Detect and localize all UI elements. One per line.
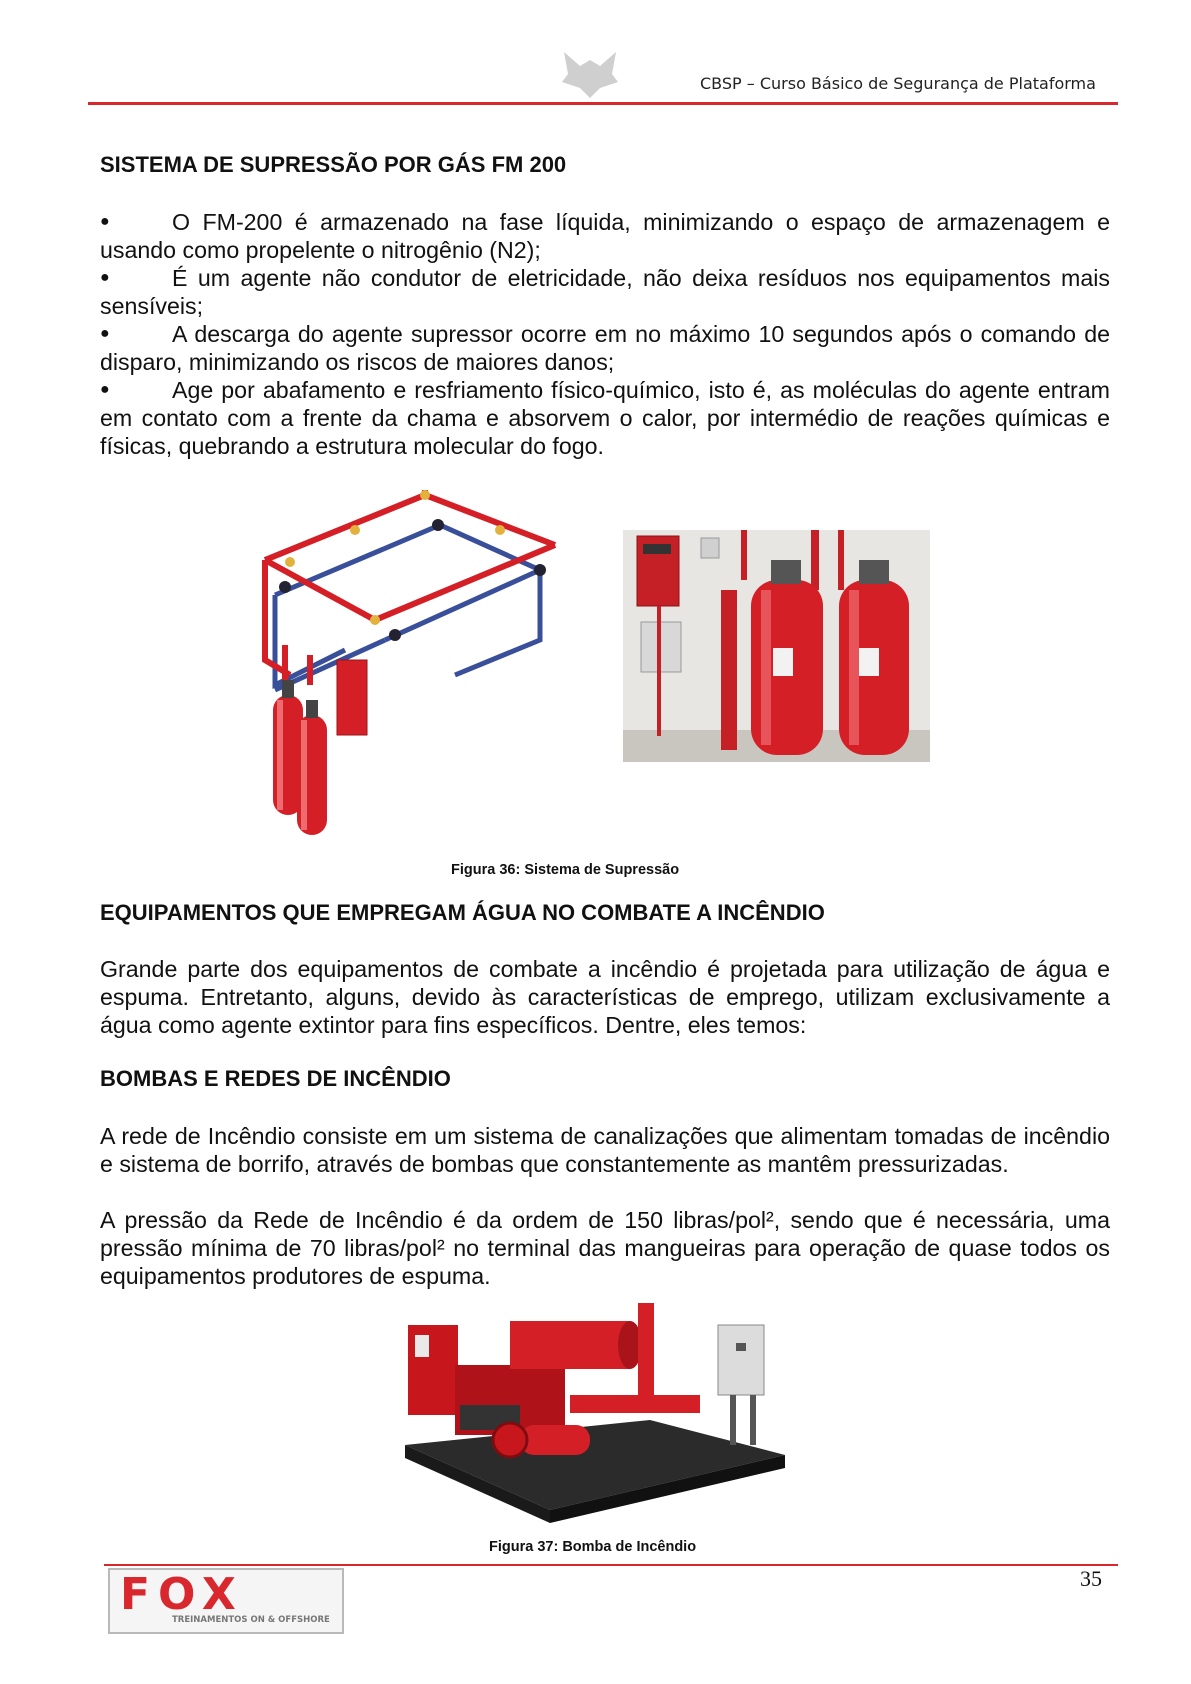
bullet-item: ● A descarga do agente supressor ocorre em no máximo 10 segundos após o comando de disparo, minimizando os riscos de maiores danos; (100, 321, 1110, 375)
paragraph-water-equipment: Grande parte dos equipamentos de combate a incêndio é projetada para utilização de água e espuma. Entretanto, alguns, devido às características de emprego, utilizam exclusivamente a água como agente extintor para fins específicos. Dentre, eles temos: (100, 956, 1110, 1038)
section-heading-pumps: BOMBAS E REDES DE INCÊNDIO (100, 1066, 451, 1091)
fox-head-icon (560, 48, 620, 100)
figure-36-caption: Figura 36: Sistema de Supressão (451, 862, 680, 878)
header-logo (560, 48, 620, 100)
bullet-dot-icon: ● (100, 213, 110, 230)
bullet-item: ● Age por abafamento e resfriamento físico-químico, isto é, as moléculas do agente entram em contato com a frente da chama e absorvem o calor, por intermédio de reações químicas e físicas, quebrando a estrutura molecular do fogo. (100, 377, 1110, 459)
footer-logo-text: FOX (120, 1569, 244, 1620)
header-title: CBSP – Curso Básico de Segurança de Plataforma (700, 74, 1096, 93)
bullet-item: ● O FM-200 é armazenado na fase líquida, minimizando o espaço de armazenagem e usando como propelente o nitrogênio (N2); (100, 209, 1110, 263)
footer-divider (104, 1564, 1118, 1566)
bullet-dot-icon: ● (100, 269, 110, 286)
figure-37-caption: Figura 37: Bomba de Incêndio (489, 1539, 697, 1555)
paragraph-fire-network-2: A pressão da Rede de Incêndio é da ordem de 150 libras/pol², sendo que é necessária, uma pressão mínima de 70 libras/pol² no terminal das mangueiras para operação de quase todos os equipamentos produtores de espuma. (100, 1207, 1110, 1289)
bullet-dot-icon: ● (100, 325, 110, 342)
figure-37-fire-pump (400, 1295, 790, 1525)
bullet-list (100, 208, 1110, 460)
bullet-dot-icon: ● (100, 381, 110, 398)
header-divider (88, 102, 1118, 105)
footer-logo-subtitle: TREINAMENTOS ON & OFFSHORE (172, 1615, 330, 1625)
page-number: 35 (1080, 1566, 1102, 1591)
section-heading-fm200: SISTEMA DE SUPRESSÃO POR GÁS FM 200 (100, 152, 567, 177)
footer-logo (108, 1568, 344, 1634)
bullet-item: ● É um agente não condutor de eletricidade, não deixa resíduos nos equipamentos mais sensíveis; (100, 265, 1110, 319)
section-heading-water-equipment: EQUIPAMENTOS QUE EMPREGAM ÁGUA NO COMBATE A INCÊNDIO (100, 900, 825, 925)
figure-36-pipe-diagram (255, 490, 595, 840)
paragraph-fire-network-1: A rede de Incêndio consiste em um sistema de canalizações que alimentam tomadas de incêndio e sistema de borrifo, através de bombas que constantemente as mantêm pressurizadas. (100, 1123, 1110, 1177)
figure-36-cylinders-photo (623, 530, 930, 762)
